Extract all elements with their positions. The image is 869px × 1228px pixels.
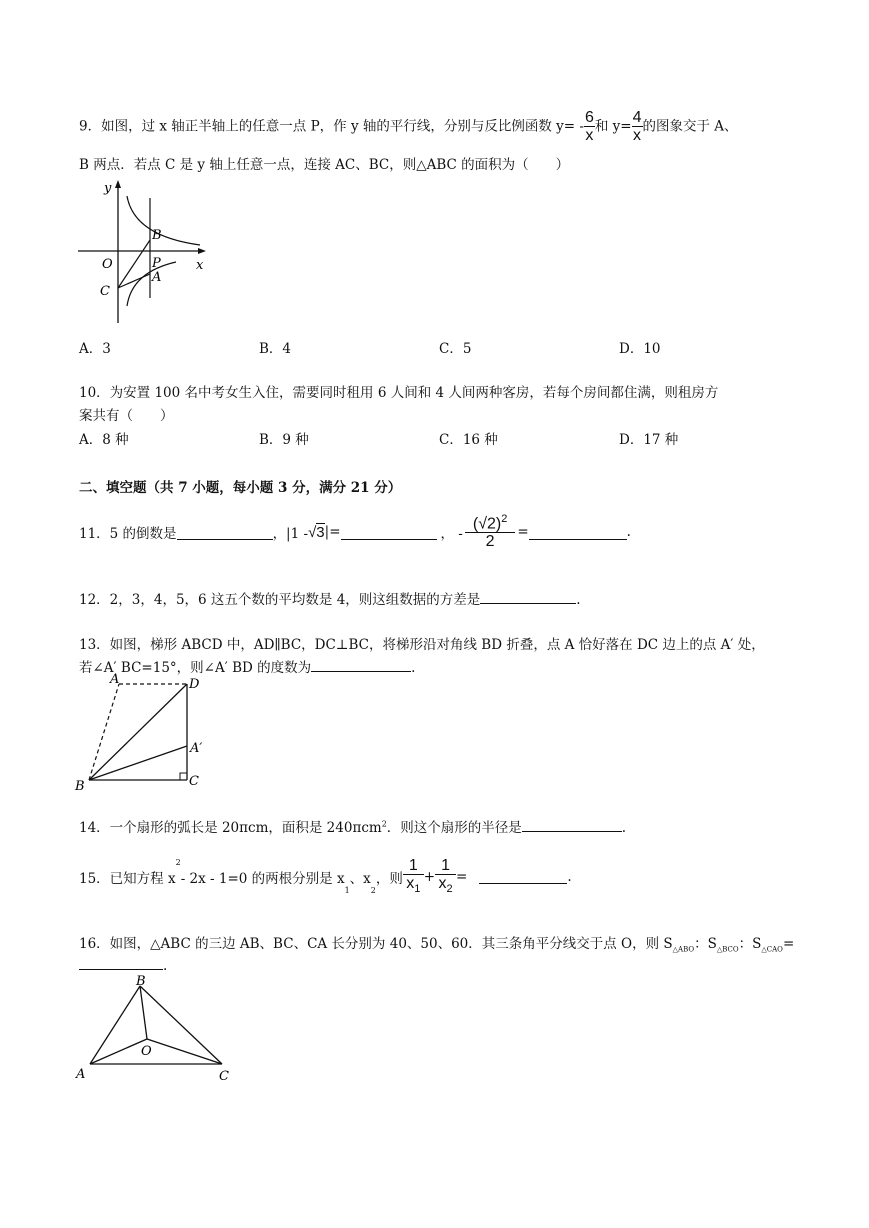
q9-option-c: C．5 bbox=[439, 341, 472, 357]
q11-text-b: ，|1 - bbox=[272, 526, 309, 543]
section2-title: 二、填空题（共 7 小题，每小题 3 分，满分 21 分） bbox=[79, 480, 402, 496]
q16-blank bbox=[79, 955, 163, 970]
q13-label-a-prime: A′ bbox=[190, 741, 203, 756]
q9-fraction-1: $\frac{6}{x}$ bbox=[584, 109, 594, 144]
q9-option-b: B．4 bbox=[259, 341, 292, 357]
q13-label-a: A bbox=[110, 672, 120, 687]
q9-text-b: 的图象交于 A、 bbox=[642, 118, 738, 135]
q15-blank bbox=[479, 869, 567, 884]
q15-fraction-2: $\frac{1}{x_2}$ bbox=[435, 858, 456, 895]
q16-line1 bbox=[79, 932, 794, 954]
q11-sqrt-arg: 3 bbox=[316, 523, 325, 541]
q11-text-c: |= bbox=[324, 524, 341, 541]
q12-blank bbox=[480, 589, 576, 604]
q11-end: . bbox=[626, 524, 631, 541]
q11-text-a: 11．5 的倒数是 bbox=[79, 526, 177, 543]
q16-text-a: 16．如图，△ABC 的三边 AB、BC、CA 长分别为 40、50、60．其三条角平分线交于点 O，则 S bbox=[79, 936, 673, 952]
q15-sub1: 1 bbox=[344, 886, 350, 896]
q16-figure bbox=[72, 972, 242, 1087]
q9-option-d: D．10 bbox=[619, 341, 661, 357]
q15-text-b: - 2x - 1=0 的两根分别是 x bbox=[180, 870, 345, 887]
q9-label-o: O bbox=[102, 257, 113, 272]
q15-end: . bbox=[567, 868, 572, 885]
q15-sup: 2 bbox=[175, 858, 181, 867]
q16-sub2: △BCO bbox=[716, 945, 739, 954]
q9-line1 bbox=[79, 110, 738, 144]
q16-label-b: B bbox=[136, 974, 146, 989]
q16-sep2: ：S bbox=[738, 936, 762, 952]
q15-text-a: 15．已知方程 x bbox=[79, 870, 176, 887]
q12-end: . bbox=[576, 592, 581, 608]
q10-option-a: A．8 种 bbox=[79, 432, 129, 448]
q9-label-b: B bbox=[152, 228, 162, 243]
q13-label-d: D bbox=[189, 677, 200, 692]
q9-label-c: C bbox=[100, 284, 110, 299]
q9-label-x: x bbox=[196, 258, 204, 273]
q13-end: . bbox=[411, 660, 416, 676]
q14-blank bbox=[522, 817, 622, 832]
q12-line bbox=[79, 588, 581, 608]
q14-text-b: ．则这个扇形的半径是 bbox=[386, 820, 522, 836]
q11-den: 2 bbox=[485, 533, 495, 551]
q16-label-c: C bbox=[219, 1069, 229, 1084]
q11-blank-2 bbox=[341, 525, 437, 540]
q13-text: 若∠A′ BC=15°，则∠A′ BD 的度数为 bbox=[79, 660, 312, 676]
q15-text-d: ，则 bbox=[375, 870, 403, 887]
q15-text-c: 、x bbox=[349, 870, 371, 887]
q14-end: . bbox=[621, 820, 627, 836]
q14-line bbox=[79, 816, 626, 836]
q11-blank-3 bbox=[529, 525, 627, 540]
q11-num: (√2) bbox=[472, 515, 502, 533]
q11-sqrt: √3 bbox=[308, 523, 325, 541]
q11-fraction bbox=[465, 514, 515, 550]
q13-line1: 13．如图，梯形 ABCD 中，AD∥BC，DC⊥BC，将梯形沿对角线 BD 折叠，点 A 恰好落在 DC 边上的点 A′ 处， bbox=[79, 637, 765, 653]
q11-exp: 2 bbox=[501, 513, 508, 525]
q16-eq: = bbox=[782, 936, 795, 952]
q16-label-a: A bbox=[76, 1067, 86, 1082]
q9-fraction-2: $\frac{4}{x}$ bbox=[632, 109, 642, 144]
q16-sub3: △CAO bbox=[761, 945, 783, 954]
q13-blank bbox=[311, 657, 411, 672]
q12-text: 12．2，3，4，5，6 这五个数的平均数是 4，则这组数据的方差是 bbox=[79, 592, 481, 608]
q15-line bbox=[79, 858, 572, 895]
q10-option-d: D．17 种 bbox=[619, 432, 679, 448]
q14-text-a: 14．一个扇形的弧长是 20πcm，面积是 240πcm bbox=[79, 820, 382, 836]
q16-label-o: O bbox=[141, 1044, 152, 1059]
q11-text-d: ， - bbox=[440, 526, 463, 543]
q13-label-b: B bbox=[75, 779, 85, 794]
q14-sup: 2 bbox=[381, 819, 387, 829]
q9-option-a: A．3 bbox=[79, 341, 111, 357]
q9-label-a: A bbox=[152, 270, 162, 285]
q10-line2: 案共有（ ） bbox=[79, 408, 174, 424]
q15-sub2: 2 bbox=[370, 886, 376, 896]
q9-label-p: P bbox=[152, 256, 161, 271]
q9-figure bbox=[70, 178, 220, 328]
q15-plus: + bbox=[423, 868, 436, 885]
q16-end: . bbox=[163, 958, 168, 974]
q9-label-y: y bbox=[104, 181, 112, 196]
q10-option-c: C．16 种 bbox=[439, 432, 498, 448]
q9-text-mid: 和 y= bbox=[594, 118, 632, 135]
q10-line1: 10．为安置 100 名中考女生入住，需要同时租用 6 人间和 4 人间两种客房，若每个房间都住满，则租房方 bbox=[79, 385, 719, 401]
q9-text-a: 9．如图，过 x 轴正半轴上的任意一点 P，作 y 轴的平行线，分别与反比例函数 y= - bbox=[79, 118, 584, 135]
q11-line bbox=[79, 514, 631, 550]
q16-sep1: ：S bbox=[694, 936, 717, 952]
q16-sub1: △ABO bbox=[672, 945, 695, 954]
q15-eq: = bbox=[456, 868, 468, 885]
q10-option-b: B．9 种 bbox=[259, 432, 309, 448]
q13-figure bbox=[72, 672, 212, 797]
q9-line2: B 两点．若点 C 是 y 轴上任意一点，连接 AC、BC，则△ABC 的面积为（ ） bbox=[79, 157, 570, 173]
q13-label-c: C bbox=[189, 774, 199, 789]
q11-text-e: = bbox=[517, 524, 529, 541]
q11-blank-1 bbox=[177, 525, 273, 540]
q15-fraction-1: $\frac{1}{x_1}$ bbox=[403, 858, 424, 895]
